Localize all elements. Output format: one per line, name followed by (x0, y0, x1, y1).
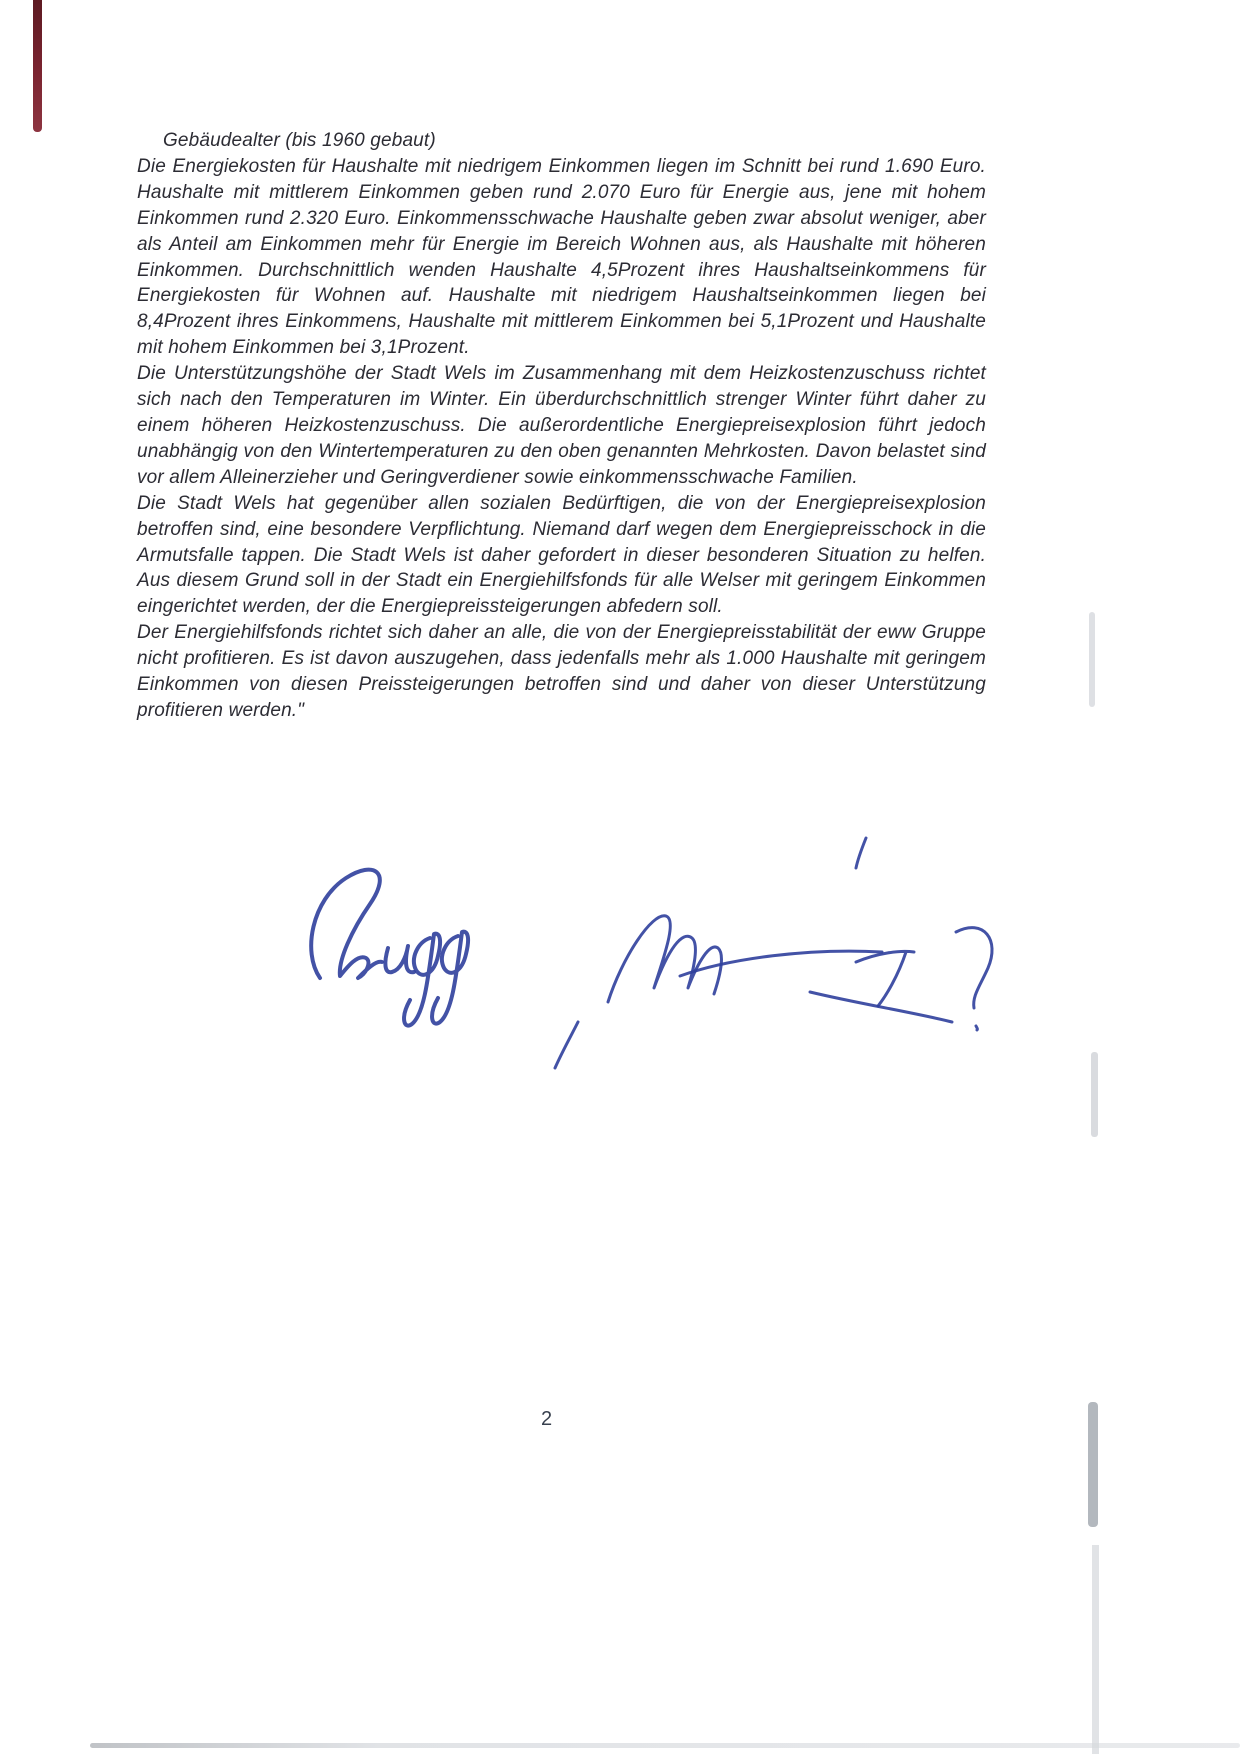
signature-2-stroke (856, 838, 866, 868)
document-text (137, 128, 986, 724)
signature-1-stroke (311, 870, 382, 978)
scan-artifact-streak (1091, 1052, 1098, 1137)
paragraph-support-level: Die Unterstützungshöhe der Stadt Wels im Zusammenhang mit dem Heizkostenzuschuss richtet sich nach den Temperaturen im Winter. Ein überdurchschnittlich strenger Winter führt daher zu einem höheren Heizkostenzuschuss. Die außerordentliche Energiepreisexplosion führt jedoch unabhängig von den Wintertemperaturen zu den oben genannten Mehrkosten. Davon belastet sind vor allem Alleinerzieher und Geringverdiener sowie einkommensschwache Familien. (137, 363, 986, 488)
scan-artifact-red-line (33, 0, 42, 132)
paragraph-city-obligation: Die Stadt Wels hat gegenüber allen sozialen Bedürftigen, die von der Energiepreisexplosion betroffen sind, eine besondere Verpflichtung. Niemand darf wegen dem Energiepreisschock in die Armutsfalle tappen. Die Stadt Wels ist daher gefordert in dieser besonderen Situation zu helfen. Aus diesem Grund soll in der Stadt ein Energiehilfsfonds für alle Welser mit geringem Einkommen eingerichtet werden, der die Energiepreissteigerungen abfedern soll. (137, 492, 986, 618)
signature-2-stroke (976, 1026, 977, 1030)
signature-2 (555, 838, 992, 1068)
section-heading: Gebäudealter (bis 1960 gebaut) (163, 130, 436, 151)
signature-1 (311, 870, 468, 1026)
signature-2-stroke (810, 992, 952, 1022)
signature-2-stroke (956, 928, 992, 1008)
signature-2-stroke (608, 916, 721, 1002)
signature-2-stroke (555, 1022, 578, 1068)
signature-1-stroke (385, 946, 414, 972)
signature-1-stroke (432, 932, 468, 1024)
handwritten-signatures (250, 790, 1050, 1100)
paragraph-energy-fund: Der Energiehilfsfonds richtet sich daher an alle, die von der Energiepreisstabilität der eww Gruppe nicht profitieren. Es ist davon auszugehen, dass jedenfalls mehr als 1.000 Haushalte mit geringem Einkommen von diesen Preissteigerungen betroffen sind und daher von dieser Unterstützung profitieren werden." (137, 622, 986, 721)
paragraph-energy-costs: Die Energiekosten für Haushalte mit niedrigem Einkommen liegen im Schnitt bei rund 1.690 Euro. Haushalte mit mittlerem Einkommen geben rund 2.070 Euro für Energie aus, jene mit hohem Einkommen rund 2.320 Euro. Einkommensschwache Haushalte geben zwar absolut weniger, aber als Anteil am Einkommen mehr für Energie im Bereich Wohnen aus, als Haushalte mit höheren Einkommen. Durchschnittlich wenden Haushalte 4,5Prozent ihres Haushaltseinkommens für Energiekosten für Wohnen auf. Haushalte mit niedrigem Haushaltseinkommen liegen bei 8,4Prozent ihres Einkommens, Haushalte mit mittlerem Einkommen bei 5,1Prozent und Haushalte mit hohem Einkommen bei 3,1Prozent. (137, 155, 986, 359)
scan-artifact-streak (1092, 1545, 1099, 1754)
signature-2-stroke (680, 951, 882, 976)
scan-artifact-streak (1089, 612, 1095, 707)
signature-2-stroke (856, 951, 914, 1006)
page-number: 2 (541, 1408, 553, 1430)
scan-artifact-streak (1088, 1402, 1098, 1527)
scan-artifact-bottom-shadow (90, 1743, 1240, 1748)
